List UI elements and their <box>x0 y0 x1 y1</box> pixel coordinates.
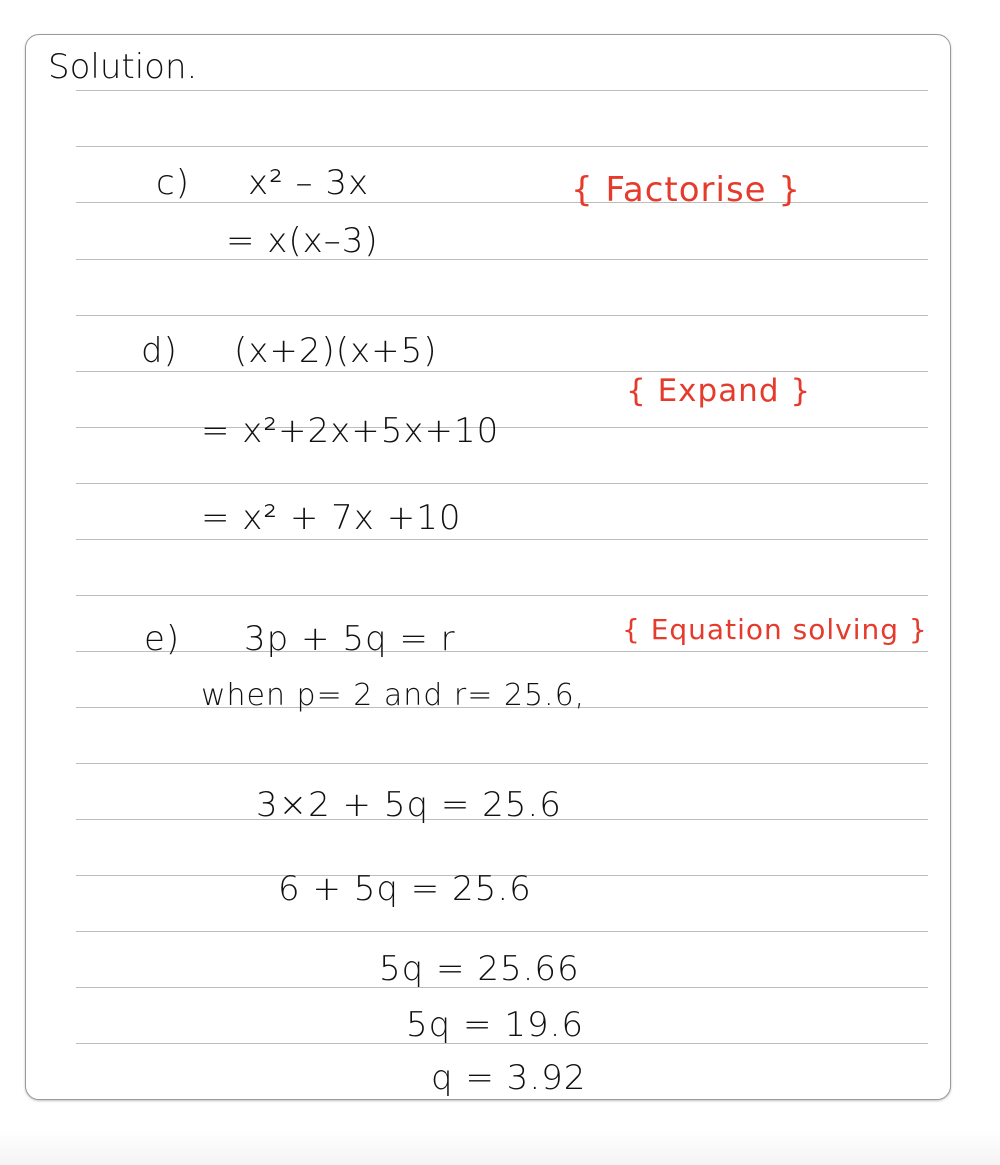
ruled-line <box>76 259 928 260</box>
part-e-line-1: 3p + 5q = r <box>244 619 456 659</box>
part-e-line-6: 5q = 19.6 <box>406 1005 585 1045</box>
part-c-annotation: { Factorise } <box>571 170 802 210</box>
part-e-line-3: 3×2 + 5q = 25.6 <box>256 785 562 825</box>
part-d-line-1: (x+2)(x+5) <box>234 331 438 371</box>
part-e-line-4: 6 + 5q = 25.6 <box>278 869 532 909</box>
page-bottom-background <box>0 1130 1000 1165</box>
ruled-line <box>76 931 928 932</box>
part-c-line-1: x² – 3x <box>248 163 370 203</box>
ruled-line <box>76 90 928 91</box>
part-e-annotation: { Equation solving } <box>622 613 928 646</box>
part-e-line-5: 5q = 25.66 <box>379 949 580 989</box>
ruled-line <box>76 315 928 316</box>
part-c-label: c) <box>156 163 190 203</box>
ruled-line <box>76 539 928 540</box>
ruled-line <box>76 763 928 764</box>
page-title: Solution. <box>48 47 198 87</box>
ruled-line <box>76 371 928 372</box>
ruled-line <box>76 483 928 484</box>
notebook-page <box>25 34 951 1100</box>
ruled-line <box>76 651 928 652</box>
part-e-label: e) <box>144 619 181 659</box>
part-e-line-7: q = 3.92 <box>431 1058 587 1098</box>
part-d-line-3: = x² + 7x +10 <box>201 498 462 538</box>
ruled-line <box>76 595 928 596</box>
part-e-line-2: when p= 2 and r= 25.6, <box>201 678 586 713</box>
ruled-line <box>76 146 928 147</box>
part-d-line-2: = x²+2x+5x+10 <box>201 411 500 451</box>
part-c-line-2: = x(x–3) <box>226 221 379 261</box>
part-d-annotation: { Expand } <box>626 373 812 409</box>
part-d-label: d) <box>141 331 178 371</box>
